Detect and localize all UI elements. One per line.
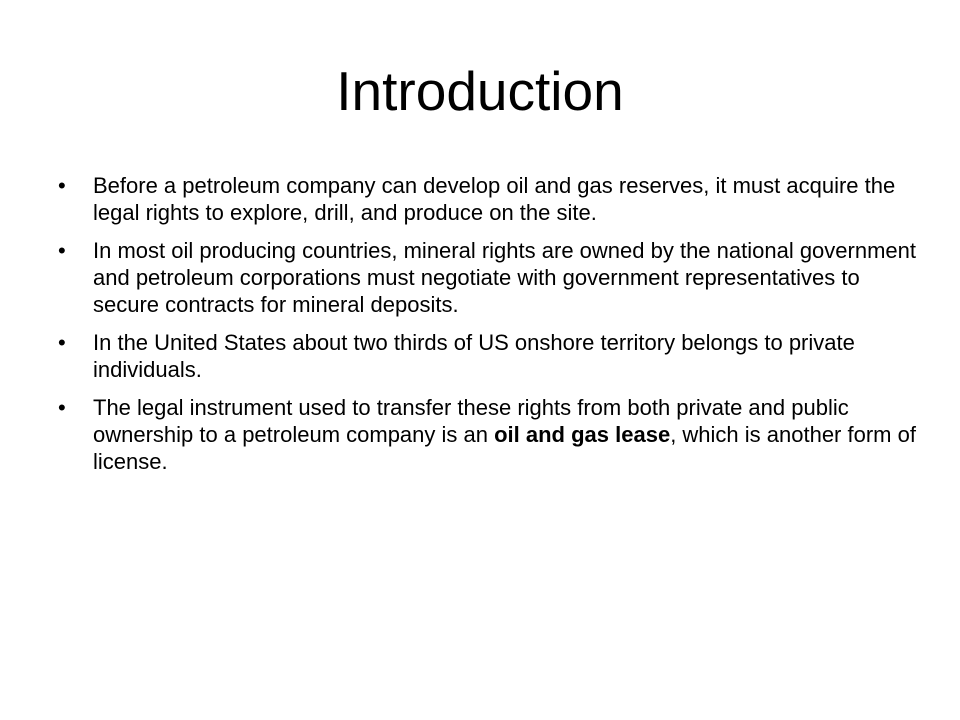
- bullet-text-bold-term: oil and gas lease: [494, 422, 671, 447]
- bullet-text: In the United States about two thirds of US onshore territory belongs to private individuals.: [93, 330, 855, 382]
- bullet-item: [58, 237, 918, 318]
- bullet-marker: •: [58, 395, 66, 420]
- bullet-marker: •: [58, 238, 66, 263]
- bullet-text: In most oil producing countries, mineral rights are owned by the national government and petroleum corporations must negotiate with government representatives to secure contracts for mineral deposits.: [93, 238, 917, 317]
- bullet-list: [58, 172, 918, 486]
- slide-title: Introduction: [336, 60, 624, 122]
- bullet-item: [58, 329, 918, 383]
- bullet-marker: •: [58, 330, 66, 355]
- bullet-marker: •: [58, 173, 66, 198]
- bullet-item: [58, 394, 918, 475]
- bullet-item: [58, 172, 918, 226]
- bullet-text-tail: , which is another form of license.: [93, 422, 916, 474]
- bullet-text-lead: The legal instrument used to transfer these rights from both private and public ownership to a petroleum company is an: [93, 395, 849, 447]
- bullet-text: Before a petroleum company can develop oil and gas reserves, it must acquire the legal rights to explore, drill, and produce on the site.: [93, 173, 896, 225]
